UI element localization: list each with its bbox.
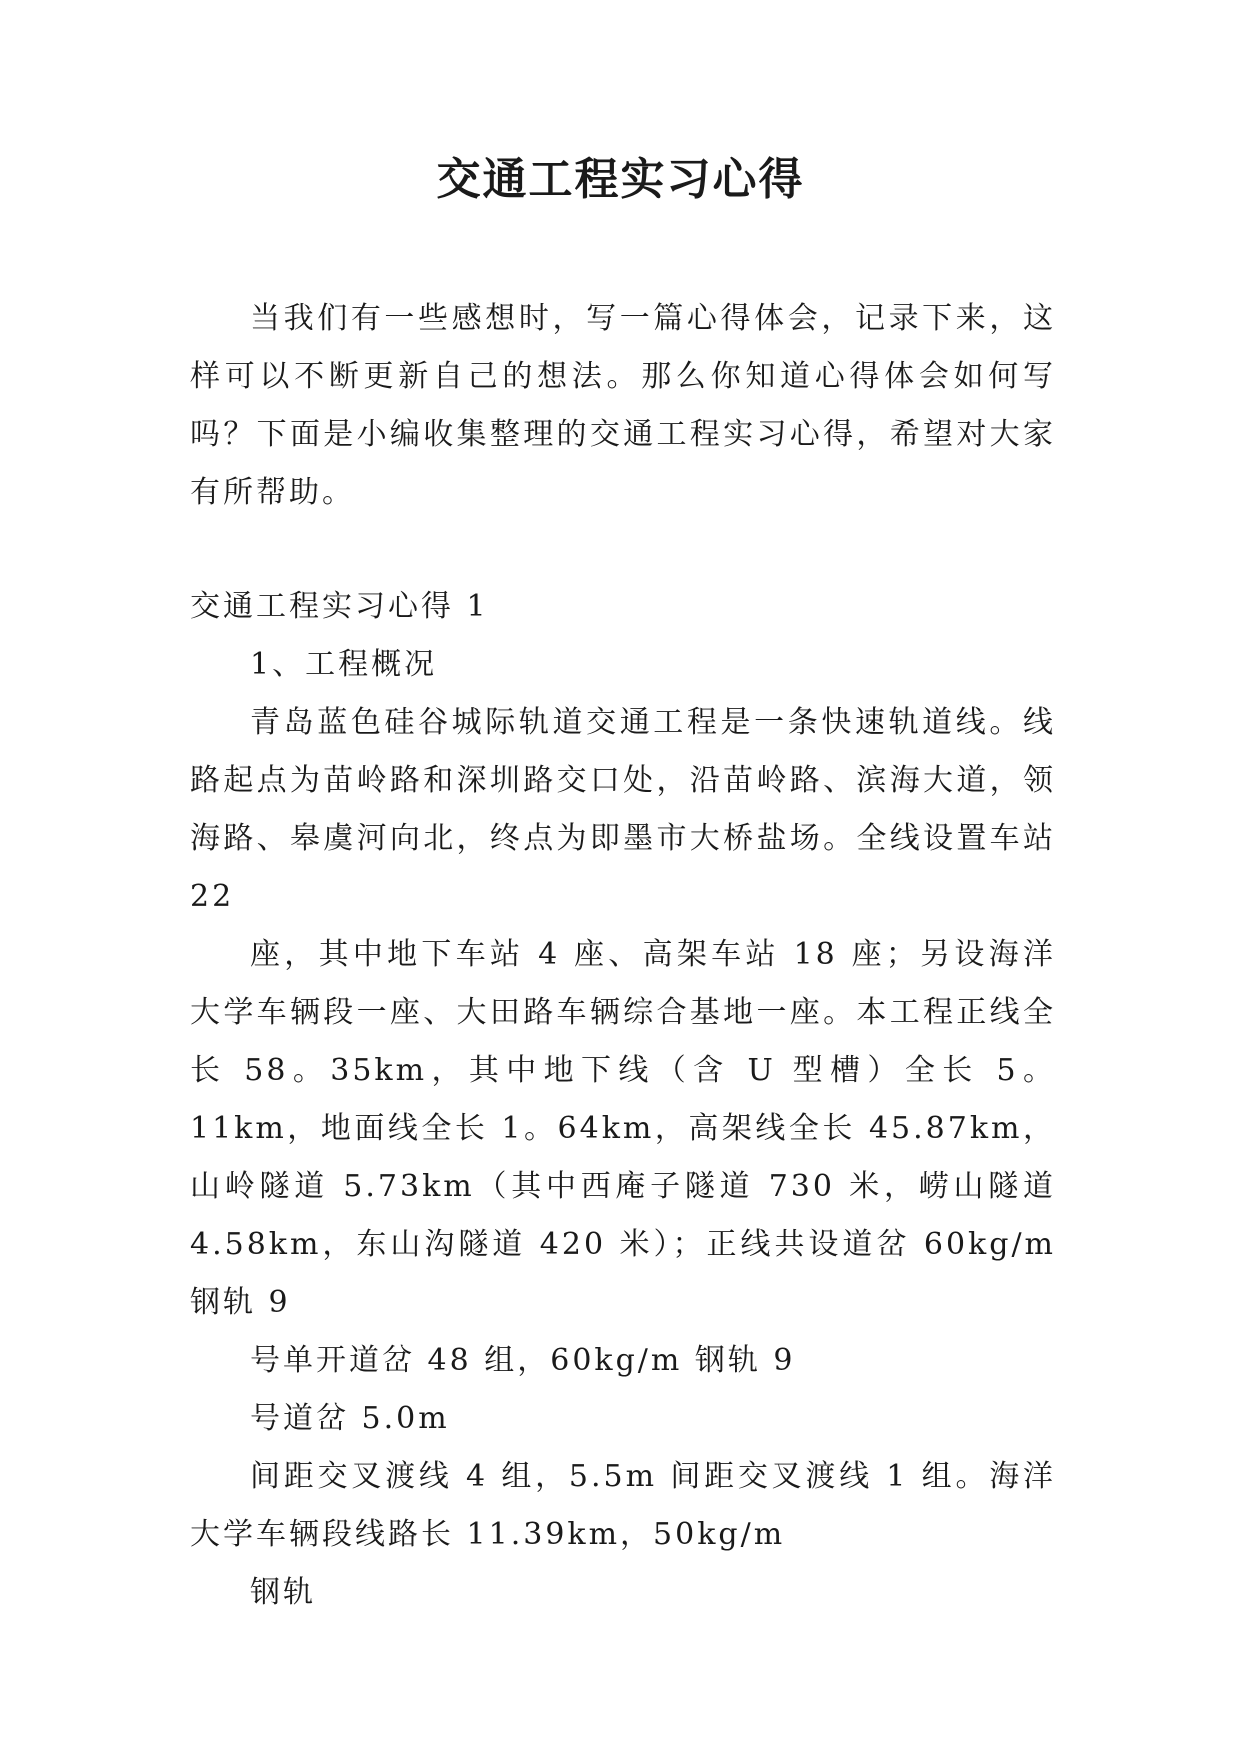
document-body [190,290,1056,1622]
body-paragraph: 号道岔 5.0m [250,1401,450,1436]
body-paragraph: 青岛蓝色硅谷城际轨道交通工程是一条快速轨道线。线路起点为苗岭路和深圳路交口处，沿苗岭路、滨海大道，领海路、皋虞河向北，终点为即墨市大桥盐场。全线设置车站 22 [190,705,1056,914]
intro-paragraph: 当我们有一些感想时，写一篇心得体会，记录下来，这样可以不断更新自己的想法。那么你知道心得体会如何写吗？下面是小编收集整理的交通工程实习心得，希望对大家有所帮助。 [190,301,1056,510]
document-title: 交通工程实习心得 [436,154,805,205]
subheading: 1、工程概况 [250,647,438,682]
body-paragraph: 钢轨 [250,1575,316,1610]
body-paragraph: 座，其中地下车站 4 座、高架车站 18 座；另设海洋大学车辆段一座、大田路车辆综合基地一座。本工程正线全长 58。35km，其中地下线（含 U 型槽）全长 5。11km，地面线全长 1。64km，高架线全长 45.87km，山岭隧道 5.73km（其中西庵子隧道 730 米，崂山隧道 4.58km，东山沟隧道 420 米）；正线共设道岔 60kg/m 钢轨 9 [190,937,1056,1320]
body-paragraph: 号单开道岔 48 组，60kg/m 钢轨 9 [250,1343,796,1378]
body-paragraph: 间距交叉渡线 4 组，5.5m 间距交叉渡线 1 组。海洋大学车辆段线路长 11.39km，50kg/m [190,1459,1056,1552]
section-heading: 交通工程实习心得 1 [190,589,489,624]
